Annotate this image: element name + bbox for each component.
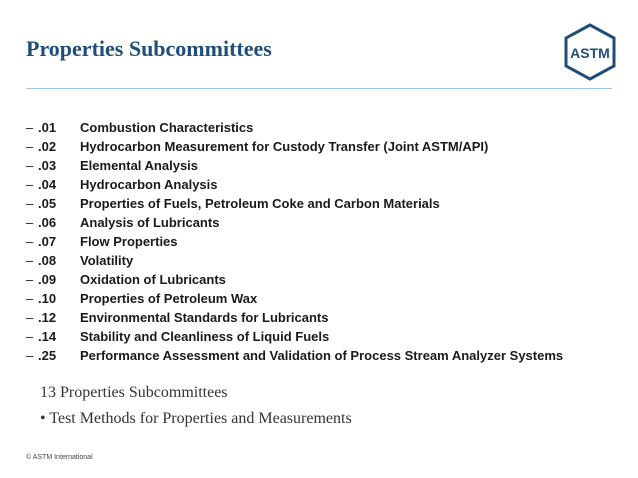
- list-dash: –: [26, 310, 34, 325]
- subpoint-text: • Test Methods for Properties and Measurements: [40, 410, 352, 427]
- subcommittee-code: .10: [38, 291, 57, 306]
- subcommittee-code: .01: [38, 120, 57, 135]
- title-divider: [26, 88, 612, 89]
- subcommittee-code: .02: [38, 139, 57, 154]
- subcommittee-code: .06: [38, 215, 57, 230]
- subcommittee-code: .08: [38, 253, 57, 268]
- list-dash: –: [26, 348, 34, 363]
- subcommittee-label: Analysis of Lubricants: [80, 215, 220, 230]
- list-item: [26, 156, 563, 175]
- subcommittee-label: Flow Properties: [80, 234, 178, 249]
- summary-text: 13 Properties Subcommittees: [40, 384, 228, 401]
- list-item: [26, 194, 563, 213]
- list-item: [26, 251, 563, 270]
- list-item: [26, 118, 563, 137]
- subcommittee-label: Combustion Characteristics: [80, 120, 254, 135]
- list-dash: –: [26, 139, 34, 154]
- subcommittee-label: Environmental Standards for Lubricants: [80, 310, 329, 325]
- subcommittee-list: [26, 118, 563, 365]
- list-item: [26, 137, 563, 156]
- subcommittee-code: .14: [38, 329, 57, 344]
- subcommittee-label: Properties of Petroleum Wax: [80, 291, 258, 306]
- list-dash: –: [26, 158, 34, 173]
- list-dash: –: [26, 120, 34, 135]
- list-dash: –: [26, 215, 34, 230]
- copyright-footer: © ASTM International: [26, 454, 93, 461]
- list-item: [26, 270, 563, 289]
- subcommittee-label: Hydrocarbon Analysis: [80, 177, 218, 192]
- list-dash: –: [26, 196, 34, 211]
- list-dash: –: [26, 253, 34, 268]
- subcommittee-code: .09: [38, 272, 57, 287]
- subcommittee-code: .25: [38, 348, 57, 363]
- subcommittee-label: Elemental Analysis: [80, 158, 199, 173]
- subcommittee-label: Oxidation of Lubricants: [80, 272, 226, 287]
- subcommittee-label: Stability and Cleanliness of Liquid Fuels: [80, 329, 330, 344]
- astm-logo-icon: [560, 22, 620, 82]
- subcommittee-code: .05: [38, 196, 57, 211]
- list-item: [26, 308, 563, 327]
- subcommittee-code: .04: [38, 177, 57, 192]
- list-item: [26, 232, 563, 251]
- list-item: [26, 175, 563, 194]
- subcommittee-label: Properties of Fuels, Petroleum Coke and Carbon Materials: [80, 196, 440, 211]
- list-item: [26, 346, 563, 365]
- list-dash: –: [26, 177, 34, 192]
- list-dash: –: [26, 329, 34, 344]
- subcommittee-label: Performance Assessment and Validation of Process Stream Analyzer Systems: [80, 348, 564, 363]
- subcommittee-code: .12: [38, 310, 57, 325]
- list-dash: –: [26, 234, 34, 249]
- list-item: [26, 289, 563, 308]
- subcommittee-code: .03: [38, 158, 57, 173]
- list-item: [26, 327, 563, 346]
- list-dash: –: [26, 291, 34, 306]
- list-item: [26, 213, 563, 232]
- svg-text:ASTM: ASTM: [570, 45, 610, 61]
- slide-title: Properties Subcommittees: [26, 36, 272, 61]
- subcommittee-code: .07: [38, 234, 57, 249]
- subcommittee-label: Volatility: [80, 253, 134, 268]
- subcommittee-label: Hydrocarbon Measurement for Custody Transfer (Joint ASTM/API): [80, 139, 489, 154]
- list-dash: –: [26, 272, 34, 287]
